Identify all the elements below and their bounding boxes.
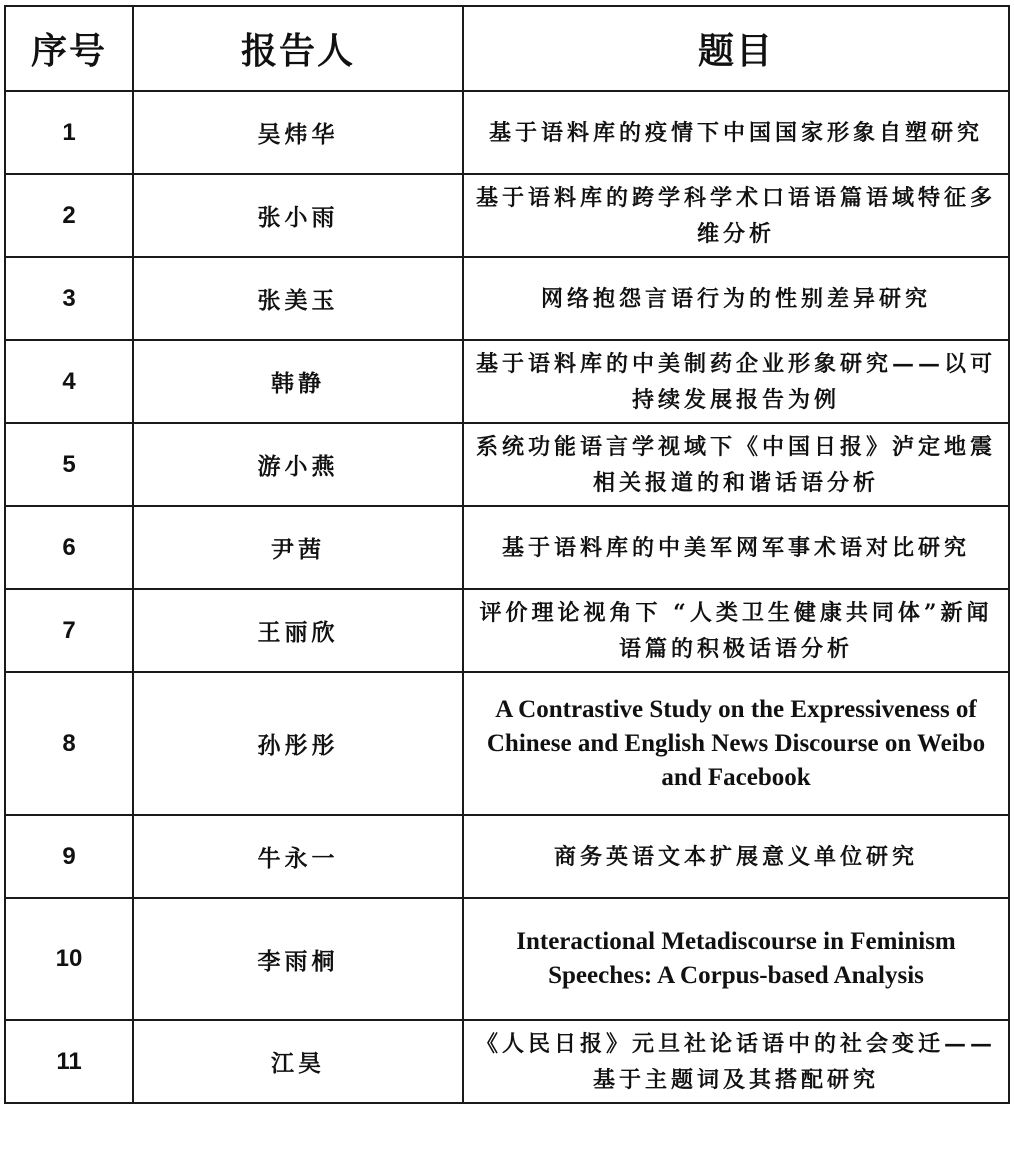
table-header-row (5, 6, 1009, 91)
speaker-name: 尹茜 (133, 506, 463, 589)
table-row (5, 815, 1009, 898)
row-number: 7 (5, 589, 133, 672)
speaker-name: 张美玉 (133, 257, 463, 340)
speaker-name: 孙彤彤 (133, 672, 463, 815)
table-row (5, 898, 1009, 1020)
table-row (5, 589, 1009, 672)
row-number: 10 (5, 898, 133, 1020)
speaker-schedule-table (4, 5, 1010, 1104)
row-number: 3 (5, 257, 133, 340)
table-row (5, 1020, 1009, 1103)
header-speaker: 报告人 (133, 6, 463, 91)
report-title: 基于语料库的疫情下中国国家形象自塑研究 (463, 91, 1009, 174)
table-row (5, 340, 1009, 423)
speaker-name: 王丽欣 (133, 589, 463, 672)
table-row (5, 257, 1009, 340)
speaker-name: 张小雨 (133, 174, 463, 257)
row-number: 11 (5, 1020, 133, 1103)
speaker-name: 韩静 (133, 340, 463, 423)
speaker-name: 江昊 (133, 1020, 463, 1103)
row-number: 2 (5, 174, 133, 257)
row-number: 8 (5, 672, 133, 815)
row-number: 6 (5, 506, 133, 589)
report-title: 系统功能语言学视域下《中国日报》泸定地震相关报道的和谐话语分析 (463, 423, 1009, 506)
table-row (5, 423, 1009, 506)
report-title: 商务英语文本扩展意义单位研究 (463, 815, 1009, 898)
report-title: 基于语料库的中美制药企业形象研究——以可持续发展报告为例 (463, 340, 1009, 423)
row-number: 9 (5, 815, 133, 898)
row-number: 1 (5, 91, 133, 174)
header-serial-number: 序号 (5, 6, 133, 91)
report-title: A Contrastive Study on the Expressiveness of Chinese and English News Discourse on Weibo and Facebook (463, 672, 1009, 815)
speaker-name: 牛永一 (133, 815, 463, 898)
row-number: 4 (5, 340, 133, 423)
report-title: Interactional Metadiscourse in Feminism Speeches: A Corpus-based Analysis (463, 898, 1009, 1020)
speaker-name: 吴炜华 (133, 91, 463, 174)
report-title: 基于语料库的中美军网军事术语对比研究 (463, 506, 1009, 589)
header-title: 题目 (463, 6, 1009, 91)
row-number: 5 (5, 423, 133, 506)
report-title: 《人民日报》元旦社论话语中的社会变迁——基于主题词及其搭配研究 (463, 1020, 1009, 1103)
report-title: 网络抱怨言语行为的性别差异研究 (463, 257, 1009, 340)
speaker-name: 李雨桐 (133, 898, 463, 1020)
speaker-name: 游小燕 (133, 423, 463, 506)
report-title: 评价理论视角下 “人类卫生健康共同体”新闻语篇的积极话语分析 (463, 589, 1009, 672)
table-row (5, 91, 1009, 174)
report-title: 基于语料库的跨学科学术口语语篇语域特征多维分析 (463, 174, 1009, 257)
table-row (5, 174, 1009, 257)
table-row (5, 672, 1009, 815)
table-row (5, 506, 1009, 589)
